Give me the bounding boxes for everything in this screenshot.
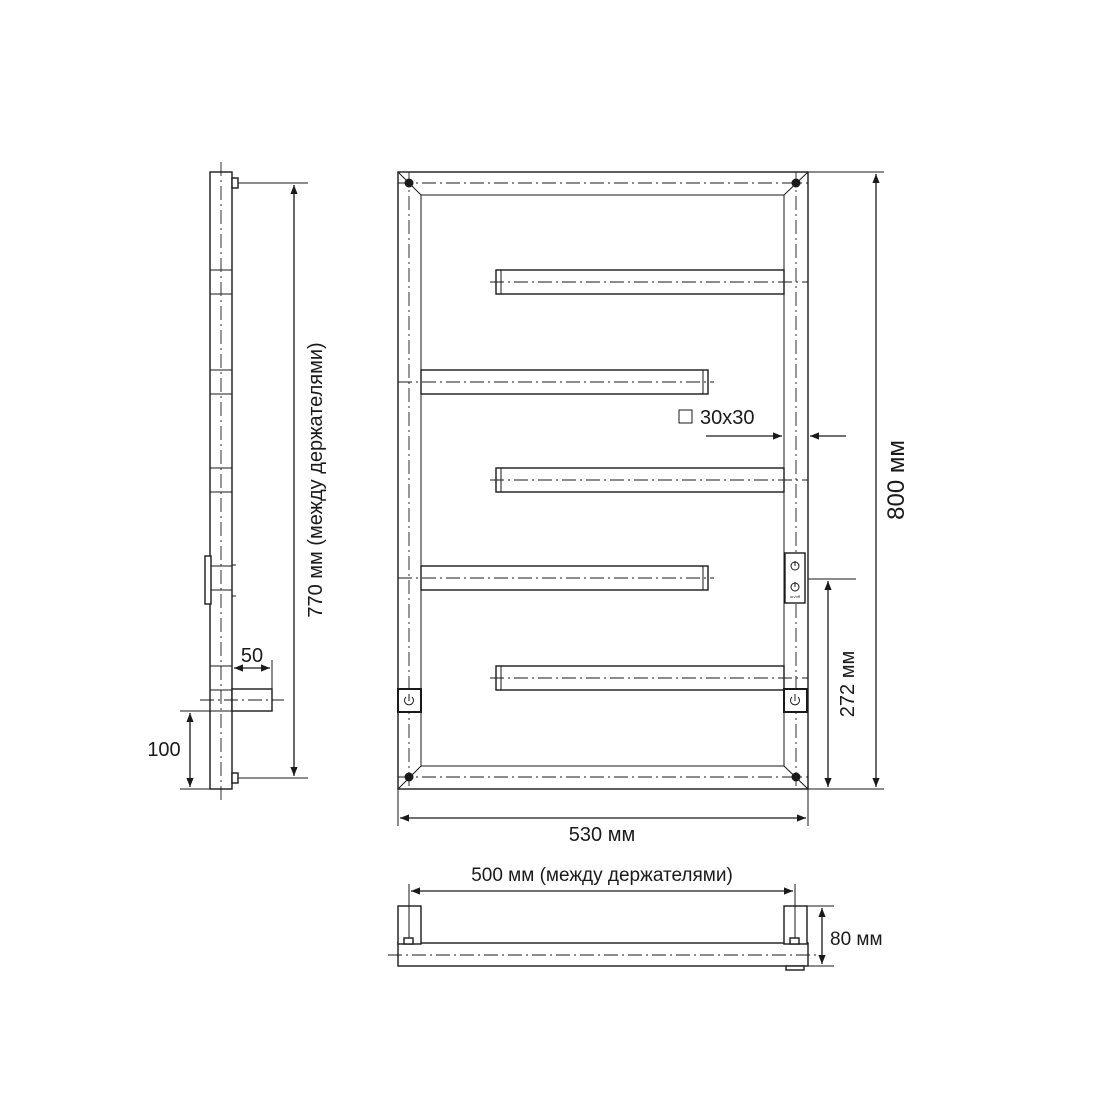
bolt-icon	[792, 179, 800, 187]
dimension-top-width	[409, 865, 795, 938]
front-view	[398, 172, 910, 846]
dimension-side-depth	[234, 645, 272, 689]
top-view-control-module	[786, 966, 804, 970]
heating-bar-5	[490, 666, 808, 690]
dimension-front-width	[398, 789, 808, 846]
side-bottom-label: 100	[147, 739, 181, 761]
side-view-bottom-holder	[232, 773, 238, 783]
side-view	[147, 162, 327, 800]
top-view-bar	[398, 943, 808, 966]
side-height-label: 770 мм (между держателями)	[305, 342, 327, 618]
top-view-holder-left	[404, 938, 413, 944]
dimension-top-depth	[807, 906, 883, 966]
front-height-label: 800 мм	[883, 440, 910, 520]
dimension-control-height	[808, 579, 859, 787]
cable-outlet-right	[784, 689, 807, 712]
dimension-front-height	[808, 172, 910, 789]
heating-bar-4	[398, 566, 714, 590]
cable-outlet-left	[398, 689, 421, 712]
heating-bar-1	[490, 270, 808, 294]
top-depth-label: 80 мм	[830, 929, 883, 950]
front-width-label: 530 мм	[568, 824, 636, 846]
bolt-icon	[792, 773, 800, 781]
side-view-control-module	[205, 556, 211, 604]
heating-bar-2	[398, 370, 714, 394]
profile-label: 30x30	[700, 407, 755, 429]
heating-bar-3	[490, 468, 808, 492]
control-panel-label: on/off	[790, 594, 800, 599]
bolt-icon	[405, 179, 413, 187]
top-view-holder-right	[790, 938, 799, 944]
bolt-icon	[405, 773, 413, 781]
top-width-label: 500 мм (между держателями)	[471, 865, 733, 886]
top-view	[388, 865, 883, 970]
side-depth-label: 50	[240, 645, 264, 667]
control-panel	[785, 553, 805, 603]
control-height-label: 272 мм	[837, 650, 859, 718]
side-view-top-holder	[232, 178, 238, 188]
